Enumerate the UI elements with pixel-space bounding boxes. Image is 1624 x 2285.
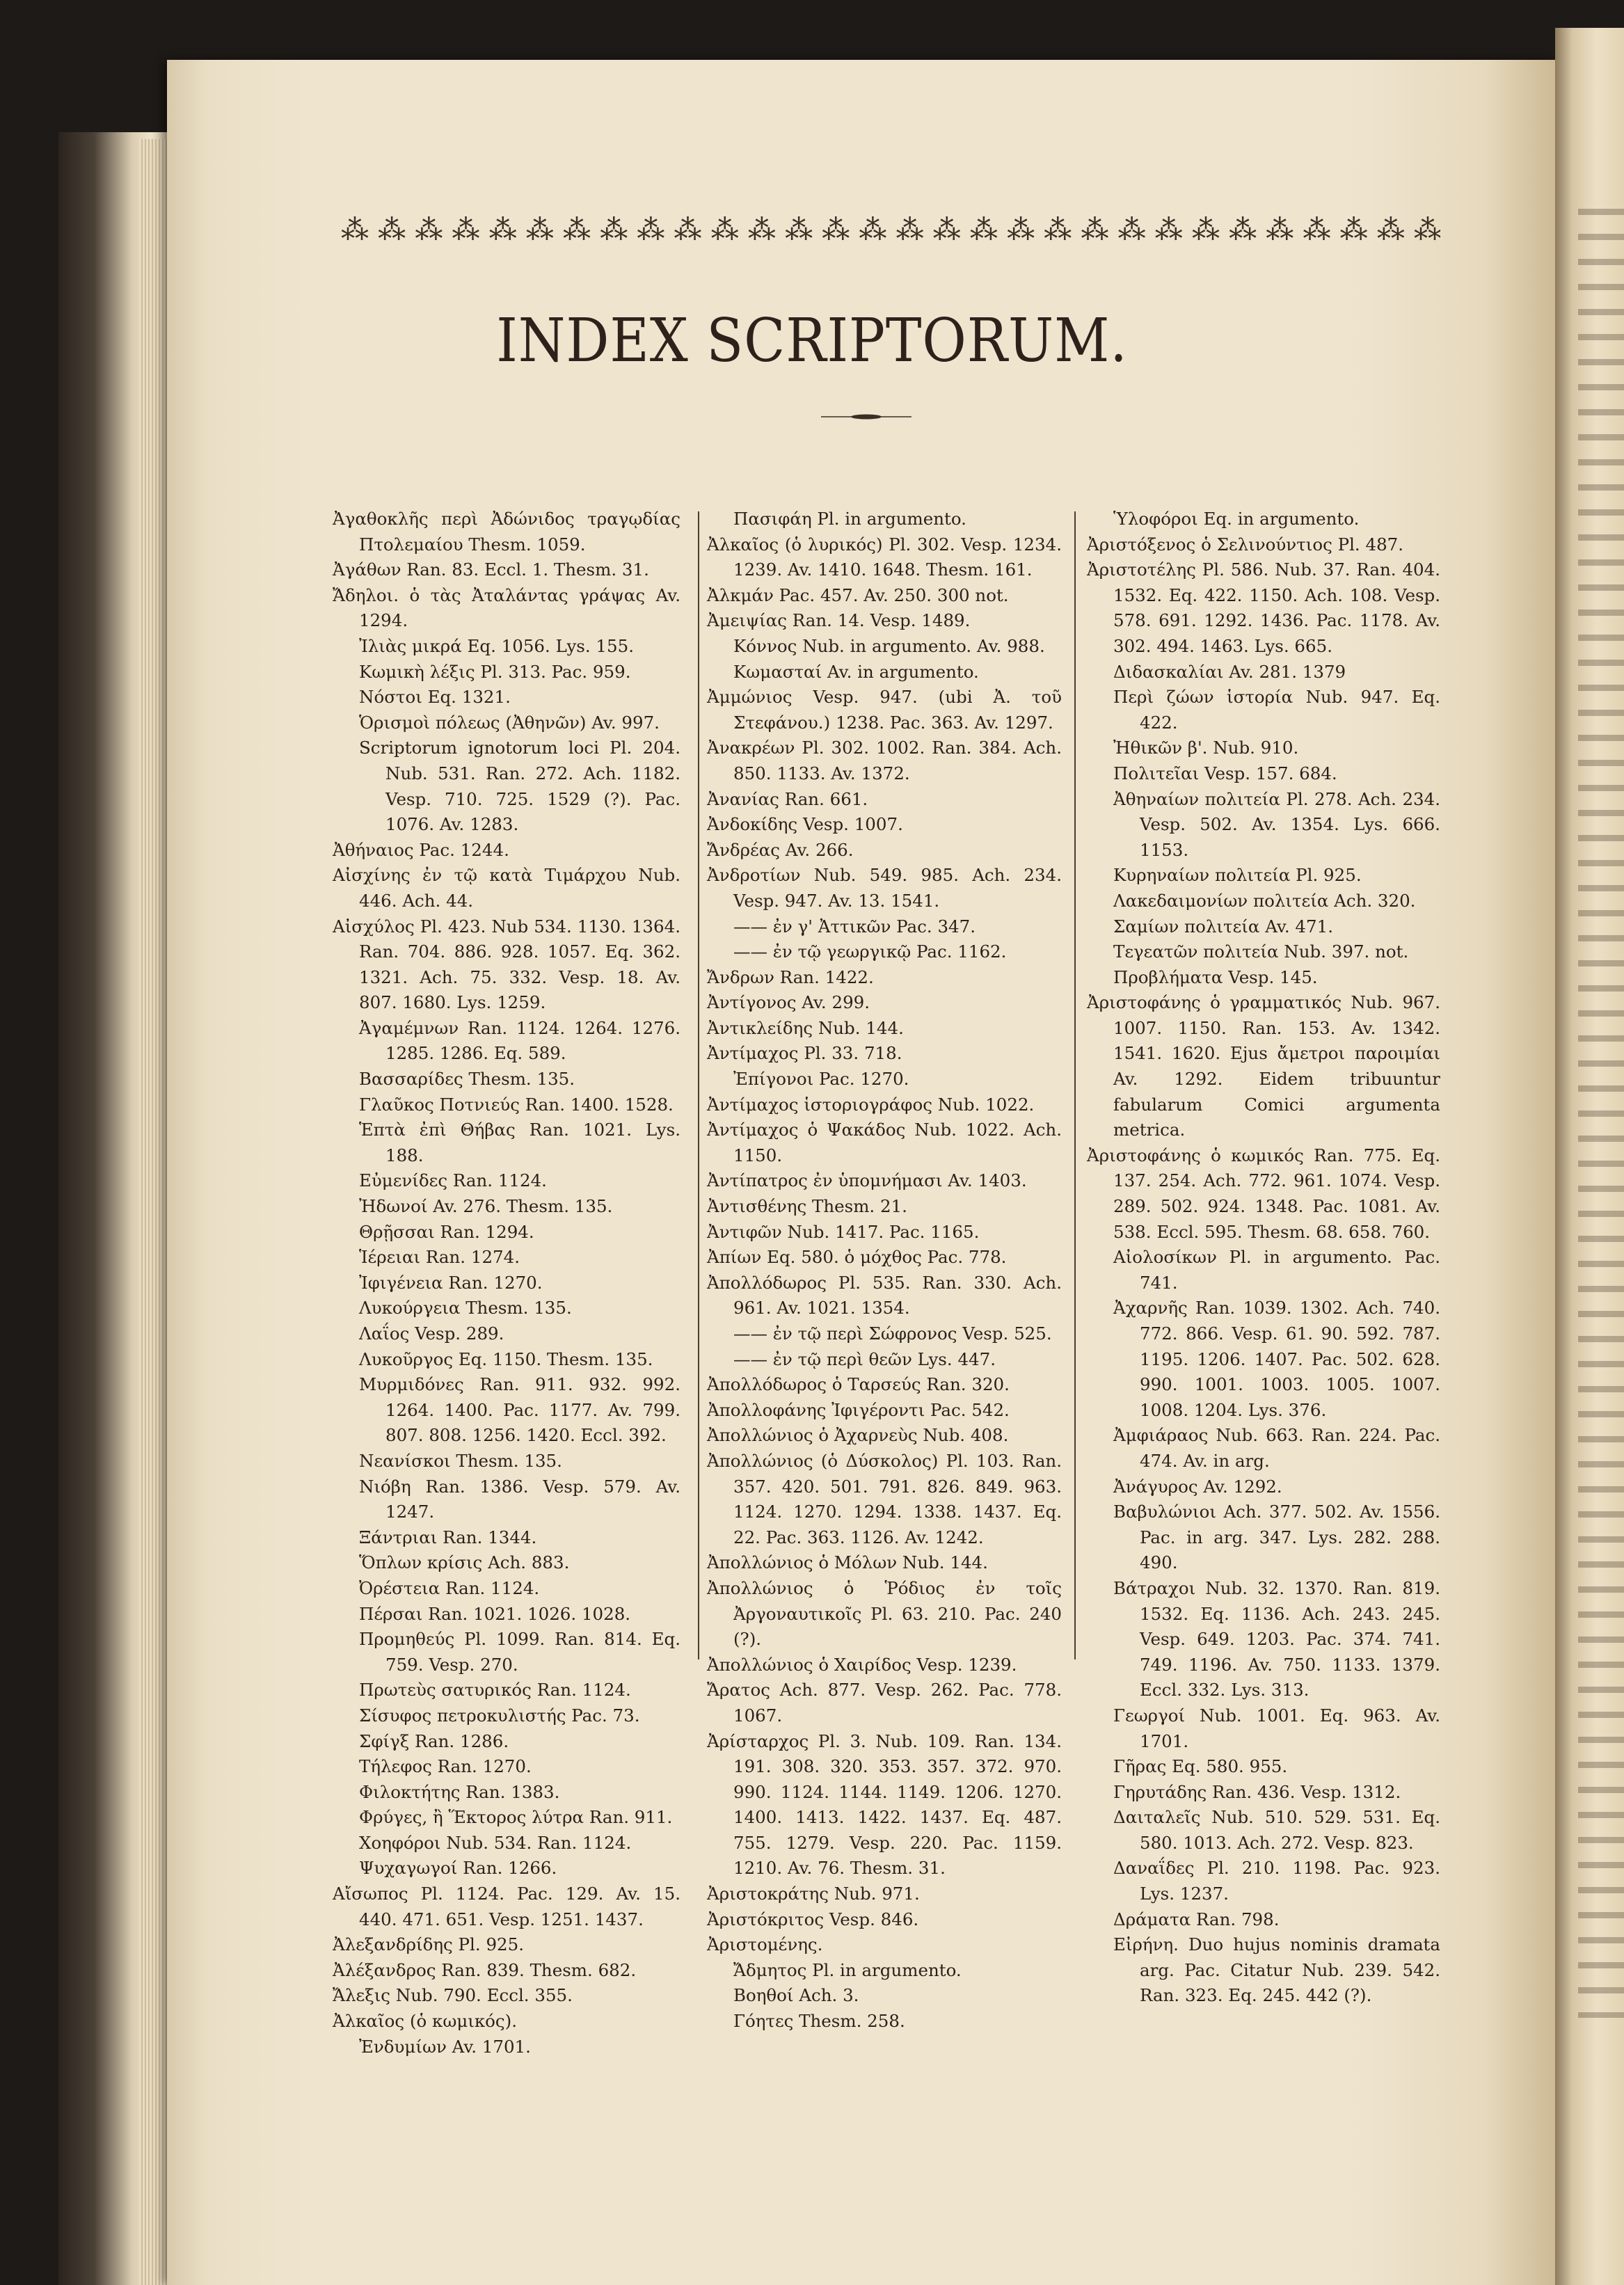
index-entry: Ἀριστοφάνης ὁ γραμματικός Nub. 967. 1007. 1150. Ran. 153. Av. 1342. 1541. 1620. Ejus ἄμετροι παροιμίαι Av. 1292. Eidem tribuuntur fabularum Comici argumenta metrica. <box>1087 992 1440 1140</box>
index-entry: Εὐμενίδες Ran. 1124. <box>359 1170 547 1191</box>
index-entry: Ἀπολλώνιος ὁ Ἀχαρνεὺς Nub. 408. <box>707 1425 1009 1446</box>
index-entry: Σίσυφος πετροκυλιστής Pac. 73. <box>359 1705 640 1726</box>
index-entry: Γλαῦκος Ποτνιεύς Ran. 1400. 1528. <box>359 1094 674 1115</box>
index-entry: Ἀπολλόδωρος Pl. 535. Ran. 330. Ach. 961. Av. 1021. 1354. <box>707 1272 1062 1319</box>
index-entry: Ἀπολλώνιος ὁ Χαιρίδος Vesp. 1239. <box>707 1654 1017 1675</box>
ornament-glyph: ⁂ <box>969 216 996 245</box>
index-entry: Ὑλοφόροι Eq. in argumento. <box>1113 509 1360 529</box>
index-entry: Ἀριστοφάνης ὁ κωμικός Ran. 775. Eq. 137. 254. Ach. 772. 961. 1074. Vesp. 289. 502. 924. 1348. Pac. 1081. Av. 538. Eccl. 595. Thesm. 68. 658. 760. <box>1087 1145 1440 1242</box>
index-entry: Βοηθοί Ach. 3. <box>733 1985 859 2006</box>
index-entry: Ἀντίμαχος ἱστοριογράφος Nub. 1022. <box>707 1094 1035 1115</box>
index-entry: Σαμίων πολιτεία Av. 471. <box>1113 916 1333 937</box>
index-entry: Αἰολοσίκων Pl. in argumento. Pac. 741. <box>1113 1247 1440 1293</box>
index-entry: Σφίγξ Ran. 1286. <box>359 1730 509 1751</box>
index-entry: Ἀπίων Eq. 580. ὁ μόχθος Pac. 778. <box>707 1247 1007 1268</box>
ornament-glyph: ⁂ <box>452 216 479 245</box>
index-entry: Πασιφάη Pl. in argumento. <box>733 509 966 529</box>
index-entry: Γῆρας Eq. 580. 955. <box>1113 1756 1288 1777</box>
index-entry: Προμηθεύς Pl. 1099. Ran. 814. Eq. 759. Vesp. 270. <box>359 1629 680 1675</box>
ornament-glyph: ⁂ <box>859 216 886 245</box>
index-entry: Ἰλιὰς μικρά Eq. 1056. Lys. 155. <box>359 635 634 656</box>
index-entry: Ἀπολλώνιος (ὁ Δύσκολος) Pl. 103. Ran. 357. 420. 501. 791. 826. 849. 963. 1124. 1270. 1294. 1338. 1437. Eq. 22. Pac. 363. 1126. Av. 1242. <box>707 1450 1062 1547</box>
index-entry: Ἀντίμαχος Pl. 33. 718. <box>707 1043 902 1064</box>
index-entry: Ἐνδυμίων Av. 1701. <box>359 2036 531 2057</box>
index-entry: Ἀριστοτέλης Pl. 586. Nub. 37. Ran. 404. 1532. Eq. 422. 1150. Ach. 108. Vesp. 578. 691. 1292. 1436. Pac. 1178. Av. 302. 494. 1463. Lys. 665. <box>1087 559 1440 656</box>
index-entry: —— ἐν τῷ γεωργικῷ Pac. 1162. <box>733 941 1007 962</box>
index-entry: Κωμασταί Av. in argumento. <box>733 661 979 682</box>
ornament-glyph: ⁂ <box>525 216 552 245</box>
index-entry: Ἀντικλείδης Nub. 144. <box>707 1017 904 1038</box>
index-entry: Ἀνδροτίων Nub. 549. 985. Ach. 234. Vesp. 947. Av. 13. 1541. <box>707 865 1062 911</box>
index-entry: Ἀντίγονος Av. 299. <box>707 992 870 1013</box>
index-entry: Ἀπολλώνιος ὁ Μόλων Nub. 144. <box>707 1552 988 1573</box>
index-entry: Θρῇσσαι Ran. 1294. <box>359 1221 534 1242</box>
index-entry: Γόητες Thesm. 258. <box>733 2011 905 2032</box>
index-entry: Ἀντίπατρος ἐν ὑπομνήμασι Av. 1403. <box>707 1170 1027 1191</box>
index-column-2 <box>707 507 1062 2035</box>
index-entry: Βαβυλώνιοι Ach. 377. 502. Av. 1556. Pac. in arg. 347. Lys. 282. 288. 490. <box>1113 1502 1440 1573</box>
index-entry: Ἑπτὰ ἐπὶ Θήβας Ran. 1021. Lys. 188. <box>359 1120 680 1165</box>
index-entry: Αἰσχίνης ἐν τῷ κατὰ Τιμάρχου Nub. 446. Ach. 44. <box>333 865 680 911</box>
index-entry: Μυρμιδόνες Ran. 911. 932. 992. 1264. 1400. Pac. 1177. Av. 799. 807. 808. 1256. 1420. Eccl. 392. <box>359 1374 680 1446</box>
index-entry: Πέρσαι Ran. 1021. 1026. 1028. <box>359 1603 631 1624</box>
index-entry: Ἀγαμέμνων Ran. 1124. 1264. 1276. 1285. 1286. Eq. 589. <box>359 1017 680 1064</box>
index-entry: Ἄδηλοι. ὁ τὰς Ἀταλάντας γράψας Av. 1294. <box>333 584 680 631</box>
index-entry: Αἴσωπος Pl. 1124. Pac. 129. Av. 15. 440. 471. 651. Vesp. 1251. 1437. <box>333 1884 680 1929</box>
index-entry: Ἰφιγένεια Ran. 1270. <box>359 1272 543 1293</box>
index-entry: Ἀντίμαχος ὁ Ψακάδος Nub. 1022. Ach. 1150. <box>707 1120 1062 1165</box>
index-entry: Ἀριστόκριτος Vesp. 846. <box>707 1909 919 1929</box>
index-entry: Φιλοκτήτης Ran. 1383. <box>359 1781 560 1802</box>
index-entry: Κυρηναίων πολιτεία Pl. 925. <box>1113 865 1362 886</box>
ornament-glyph: ⁂ <box>1044 216 1071 245</box>
index-entry: Ἄρατος Ach. 877. Vesp. 262. Pac. 778. 1067. <box>707 1680 1062 1726</box>
ornament-glyph: ⁂ <box>1081 216 1108 245</box>
ornament-glyph: ⁂ <box>1229 216 1256 245</box>
facing-page-text <box>1578 209 1624 2018</box>
index-entry: Αἰσχύλος Pl. 423. Nub 534. 1130. 1364. Ran. 704. 886. 928. 1057. Eq. 362. 1321. Ach. 75. 332. Vesp. 18. Av. 807. 1680. Lys. 1259. <box>333 916 680 1013</box>
index-entry: Ὅπλων κρίσις Ach. 883. <box>359 1552 570 1573</box>
index-entry: Πρωτεὺς σατυρικός Ran. 1124. <box>359 1680 631 1701</box>
index-entry: Λυκοῦργος Eq. 1150. Thesm. 135. <box>359 1348 653 1369</box>
index-entry: Ὁρισμοὶ πόλεως (Ἀθηνῶν) Av. 997. <box>359 712 660 733</box>
index-entry: Ἀμφιάραος Nub. 663. Ran. 224. Pac. 474. Av. in arg. <box>1113 1425 1440 1471</box>
index-entry: Δαιταλεῖς Nub. 510. 529. 531. Eq. 580. 1013. Ach. 272. Vesp. 823. <box>1113 1807 1440 1853</box>
index-entry: Ἀλκμάν Pac. 457. Av. 250. 300 not. <box>707 584 1009 605</box>
index-entry: Ξάντριαι Ran. 1344. <box>359 1527 537 1547</box>
index-entry: Εἰρήνη. Duo hujus nominis dramata arg. Pac. Citatur Nub. 239. 542. Ran. 323. Eq. 245. 442 (?). <box>1113 1934 1440 2006</box>
index-entry: Ἀριστοκράτης Nub. 971. <box>707 1884 920 1904</box>
index-entry: Ἀπολλώνιος ὁ Ῥόδιος ἐν τοῖς Ἀργοναυτικοῖς Pl. 63. 210. Pac. 240 (?). <box>707 1577 1062 1650</box>
index-entry: Λακεδαιμονίων πολιτεία Ach. 320. <box>1113 890 1416 911</box>
index-entry: Ἐπίγονοι Pac. 1270. <box>733 1069 909 1090</box>
ornament-glyph: ⁂ <box>1266 216 1293 245</box>
index-entry: Ἀντισθένης Thesm. 21. <box>707 1196 907 1217</box>
index-entry: Γηρυτάδης Ran. 436. Vesp. 1312. <box>1113 1781 1401 1802</box>
index-entry: Ἠθικῶν β'. Nub. 910. <box>1113 738 1299 758</box>
index-entry: Ἀνδοκίδης Vesp. 1007. <box>707 814 903 835</box>
index-entry: Βασσαρίδες Thesm. 135. <box>359 1069 575 1090</box>
index-entry: Ὀρέστεια Ran. 1124. <box>359 1577 540 1598</box>
index-entry: Φρύγες, ἢ Ἕκτορος λύτρα Ran. 911. <box>359 1807 673 1828</box>
index-entry: Ἄνδρέας Av. 266. <box>707 839 854 860</box>
ornament-glyph: ⁂ <box>341 216 367 245</box>
ornament-glyph: ⁂ <box>674 216 701 245</box>
ornament-glyph: ⁂ <box>1413 216 1440 245</box>
index-entry: Βάτραχοι Nub. 32. 1370. Ran. 819. 1532. Eq. 1136. Ach. 243. 245. Vesp. 649. 1203. Pac. 374. 741. 749. 1196. Av. 750. 1133. 1379. Eccl. 332. Lys. 313. <box>1113 1577 1440 1701</box>
ornament-glyph: ⁂ <box>1376 216 1403 245</box>
index-entry: Ἀγαθοκλῆς περὶ Ἀδώνιδος τραγῳδίας Πτολεμαίου Thesm. 1059. <box>333 509 680 555</box>
index-entry: Περὶ ζώων ἱστορία Nub. 947. Eq. 422. <box>1113 687 1440 733</box>
index-entry: Ἀντιφῶν Nub. 1417. Pac. 1165. <box>707 1221 980 1242</box>
ornament-glyph: ⁂ <box>932 216 960 245</box>
index-entry: —— ἐν τῷ περὶ θεῶν Lys. 447. <box>733 1348 996 1369</box>
ornament-glyph: ⁂ <box>1339 216 1367 245</box>
index-entry: Ἀθηναίων πολιτεία Pl. 278. Ach. 234. Vesp. 502. Av. 1354. Lys. 666. 1153. <box>1113 788 1440 860</box>
title-flourish-rule <box>821 413 911 420</box>
index-entry: Ἀλεξανδρίδης Pl. 925. <box>333 1934 524 1955</box>
index-entry: Λυκούργεια Thesm. 135. <box>359 1298 572 1319</box>
index-entry: Νιόβη Ran. 1386. Vesp. 579. Av. 1247. <box>359 1476 680 1522</box>
index-column-3 <box>1087 507 1440 2009</box>
index-entry: Scriptorum ignotorum loci Pl. 204. Nub. 531. Ran. 272. Ach. 1182. Vesp. 710. 725. 1529 (?). Pac. 1076. Av. 1283. <box>359 738 680 835</box>
index-entry: Ἀριστόξενος ὁ Σελινούντιος Pl. 487. <box>1087 534 1404 555</box>
ornament-glyph: ⁂ <box>378 216 405 245</box>
index-entry: Ἄνδρων Ran. 1422. <box>707 966 874 987</box>
ornament-glyph: ⁂ <box>1191 216 1218 245</box>
index-entry: Ἀγάθων Ran. 83. Eccl. 1. Thesm. 31. <box>333 559 649 580</box>
ornament-glyph: ⁂ <box>1117 216 1145 245</box>
index-entry: Ἀλκαῖος (ὁ λυρικός) Pl. 302. Vesp. 1234. 1239. Av. 1410. 1648. Thesm. 161. <box>707 534 1062 580</box>
index-entry: Ἀριστομένης. <box>707 1934 823 1955</box>
index-entry: Ἠδωνοί Av. 276. Thesm. 135. <box>359 1196 613 1217</box>
column-divider <box>1074 511 1076 1659</box>
index-entry: Λαΐος Vesp. 289. <box>359 1323 504 1344</box>
ornament-glyph: ⁂ <box>1154 216 1181 245</box>
ornament-glyph: ⁂ <box>822 216 849 245</box>
header-ornament-band <box>341 216 1440 245</box>
ornament-glyph: ⁂ <box>1303 216 1330 245</box>
index-entry: Γεωργοί Nub. 1001. Eq. 963. Av. 1701. <box>1113 1705 1440 1751</box>
index-entry: —— ἐν τῷ περὶ Σώφρονος Vesp. 525. <box>733 1323 1052 1344</box>
ornament-glyph: ⁂ <box>563 216 590 245</box>
index-entry: Κόννος Nub. in argumento. Av. 988. <box>733 635 1045 656</box>
ornament-glyph: ⁂ <box>1007 216 1034 245</box>
ornament-glyph: ⁂ <box>785 216 812 245</box>
index-entry: Ἀπολλοφάνης Ἰφιγέροντι Pac. 542. <box>707 1399 1010 1420</box>
index-entry: Ἀλέξανδρος Ran. 839. Thesm. 682. <box>333 1959 637 1980</box>
index-entry: Δαναΐδες Pl. 210. 1198. Pac. 923. Lys. 1237. <box>1113 1858 1440 1904</box>
index-entry: Ἀχαρνῆς Ran. 1039. 1302. Ach. 740. 772. 866. Vesp. 61. 90. 592. 787. 1195. 1206. 1407. Pac. 502. 628. 990. 1001. 1003. 1005. 1007. 1008. 1204. Lys. 376. <box>1113 1298 1440 1420</box>
column-divider <box>698 511 699 1659</box>
index-entry: Χοηφόροι Nub. 534. Ran. 1124. <box>359 1832 632 1853</box>
index-entry: Ἱέρειαι Ran. 1274. <box>359 1247 520 1268</box>
index-entry: Νεανίσκοι Thesm. 135. <box>359 1450 562 1471</box>
index-entry: Προβλήματα Vesp. 145. <box>1113 966 1318 987</box>
ornament-glyph: ⁂ <box>747 216 774 245</box>
index-entry: Ἀνακρέων Pl. 302. 1002. Ran. 384. Ach. 850. 1133. Av. 1372. <box>707 738 1062 783</box>
index-entry: Νόστοι Eq. 1321. <box>359 687 511 708</box>
index-entry: Τήλεφος Ran. 1270. <box>359 1756 532 1777</box>
index-entry: Ἀλκαῖος (ὁ κωμικός). <box>333 2011 517 2032</box>
index-entry: Ἀνανίας Ran. 661. <box>707 788 868 809</box>
ornament-glyph: ⁂ <box>895 216 923 245</box>
index-entry: Διδασκαλίαι Av. 281. 1379 <box>1113 661 1346 682</box>
index-entry: Ἄλεξις Nub. 790. Eccl. 355. <box>333 1985 573 2006</box>
index-column-1 <box>333 507 680 2060</box>
index-entry: Ἀμμώνιος Vesp. 947. (ubi Ἀ. τοῦ Στεφάνου.) 1238. Pac. 363. Av. 1297. <box>707 687 1062 733</box>
page-title: INDEX SCRIPTORUM. <box>496 306 1128 376</box>
index-entry: Δράματα Ran. 798. <box>1113 1909 1280 1929</box>
index-entry: Ψυχαγωγοί Ran. 1266. <box>359 1858 557 1879</box>
index-entry: Ἀθήναιος Pac. 1244. <box>333 839 509 860</box>
ornament-glyph: ⁂ <box>600 216 627 245</box>
ornament-glyph: ⁂ <box>710 216 738 245</box>
index-entry: —— ἐν γ' Ἀττικῶν Pac. 347. <box>733 916 976 937</box>
ornament-glyph: ⁂ <box>488 216 516 245</box>
index-entry: Ἀρίσταρχος Pl. 3. Nub. 109. Ran. 134. 191. 308. 320. 353. 357. 372. 970. 990. 1124. 1144. 1149. 1206. 1270. 1400. 1413. 1422. 1437. Eq. 487. 755. 1279. Vesp. 220. Pac. 1159. 1210. Av. 76. Thesm. 31. <box>707 1730 1062 1879</box>
index-entry: Ἀπολλόδωρος ὁ Ταρσεύς Ran. 320. <box>707 1374 1010 1395</box>
index-entry: Πολιτεῖαι Vesp. 157. 684. <box>1113 763 1337 783</box>
index-entry: Τεγεατῶν πολιτεία Nub. 397. not. <box>1113 941 1409 962</box>
index-entry: Ἄδμητος Pl. in argumento. <box>733 1959 962 1980</box>
ornament-glyph: ⁂ <box>637 216 664 245</box>
index-entry: Ἀνάγυρος Av. 1292. <box>1113 1476 1282 1497</box>
index-entry: Ἀμειψίας Ran. 14. Vesp. 1489. <box>707 610 971 631</box>
ornament-glyph: ⁂ <box>415 216 442 245</box>
index-entry: Κωμικὴ λέξις Pl. 313. Pac. 959. <box>359 661 631 682</box>
